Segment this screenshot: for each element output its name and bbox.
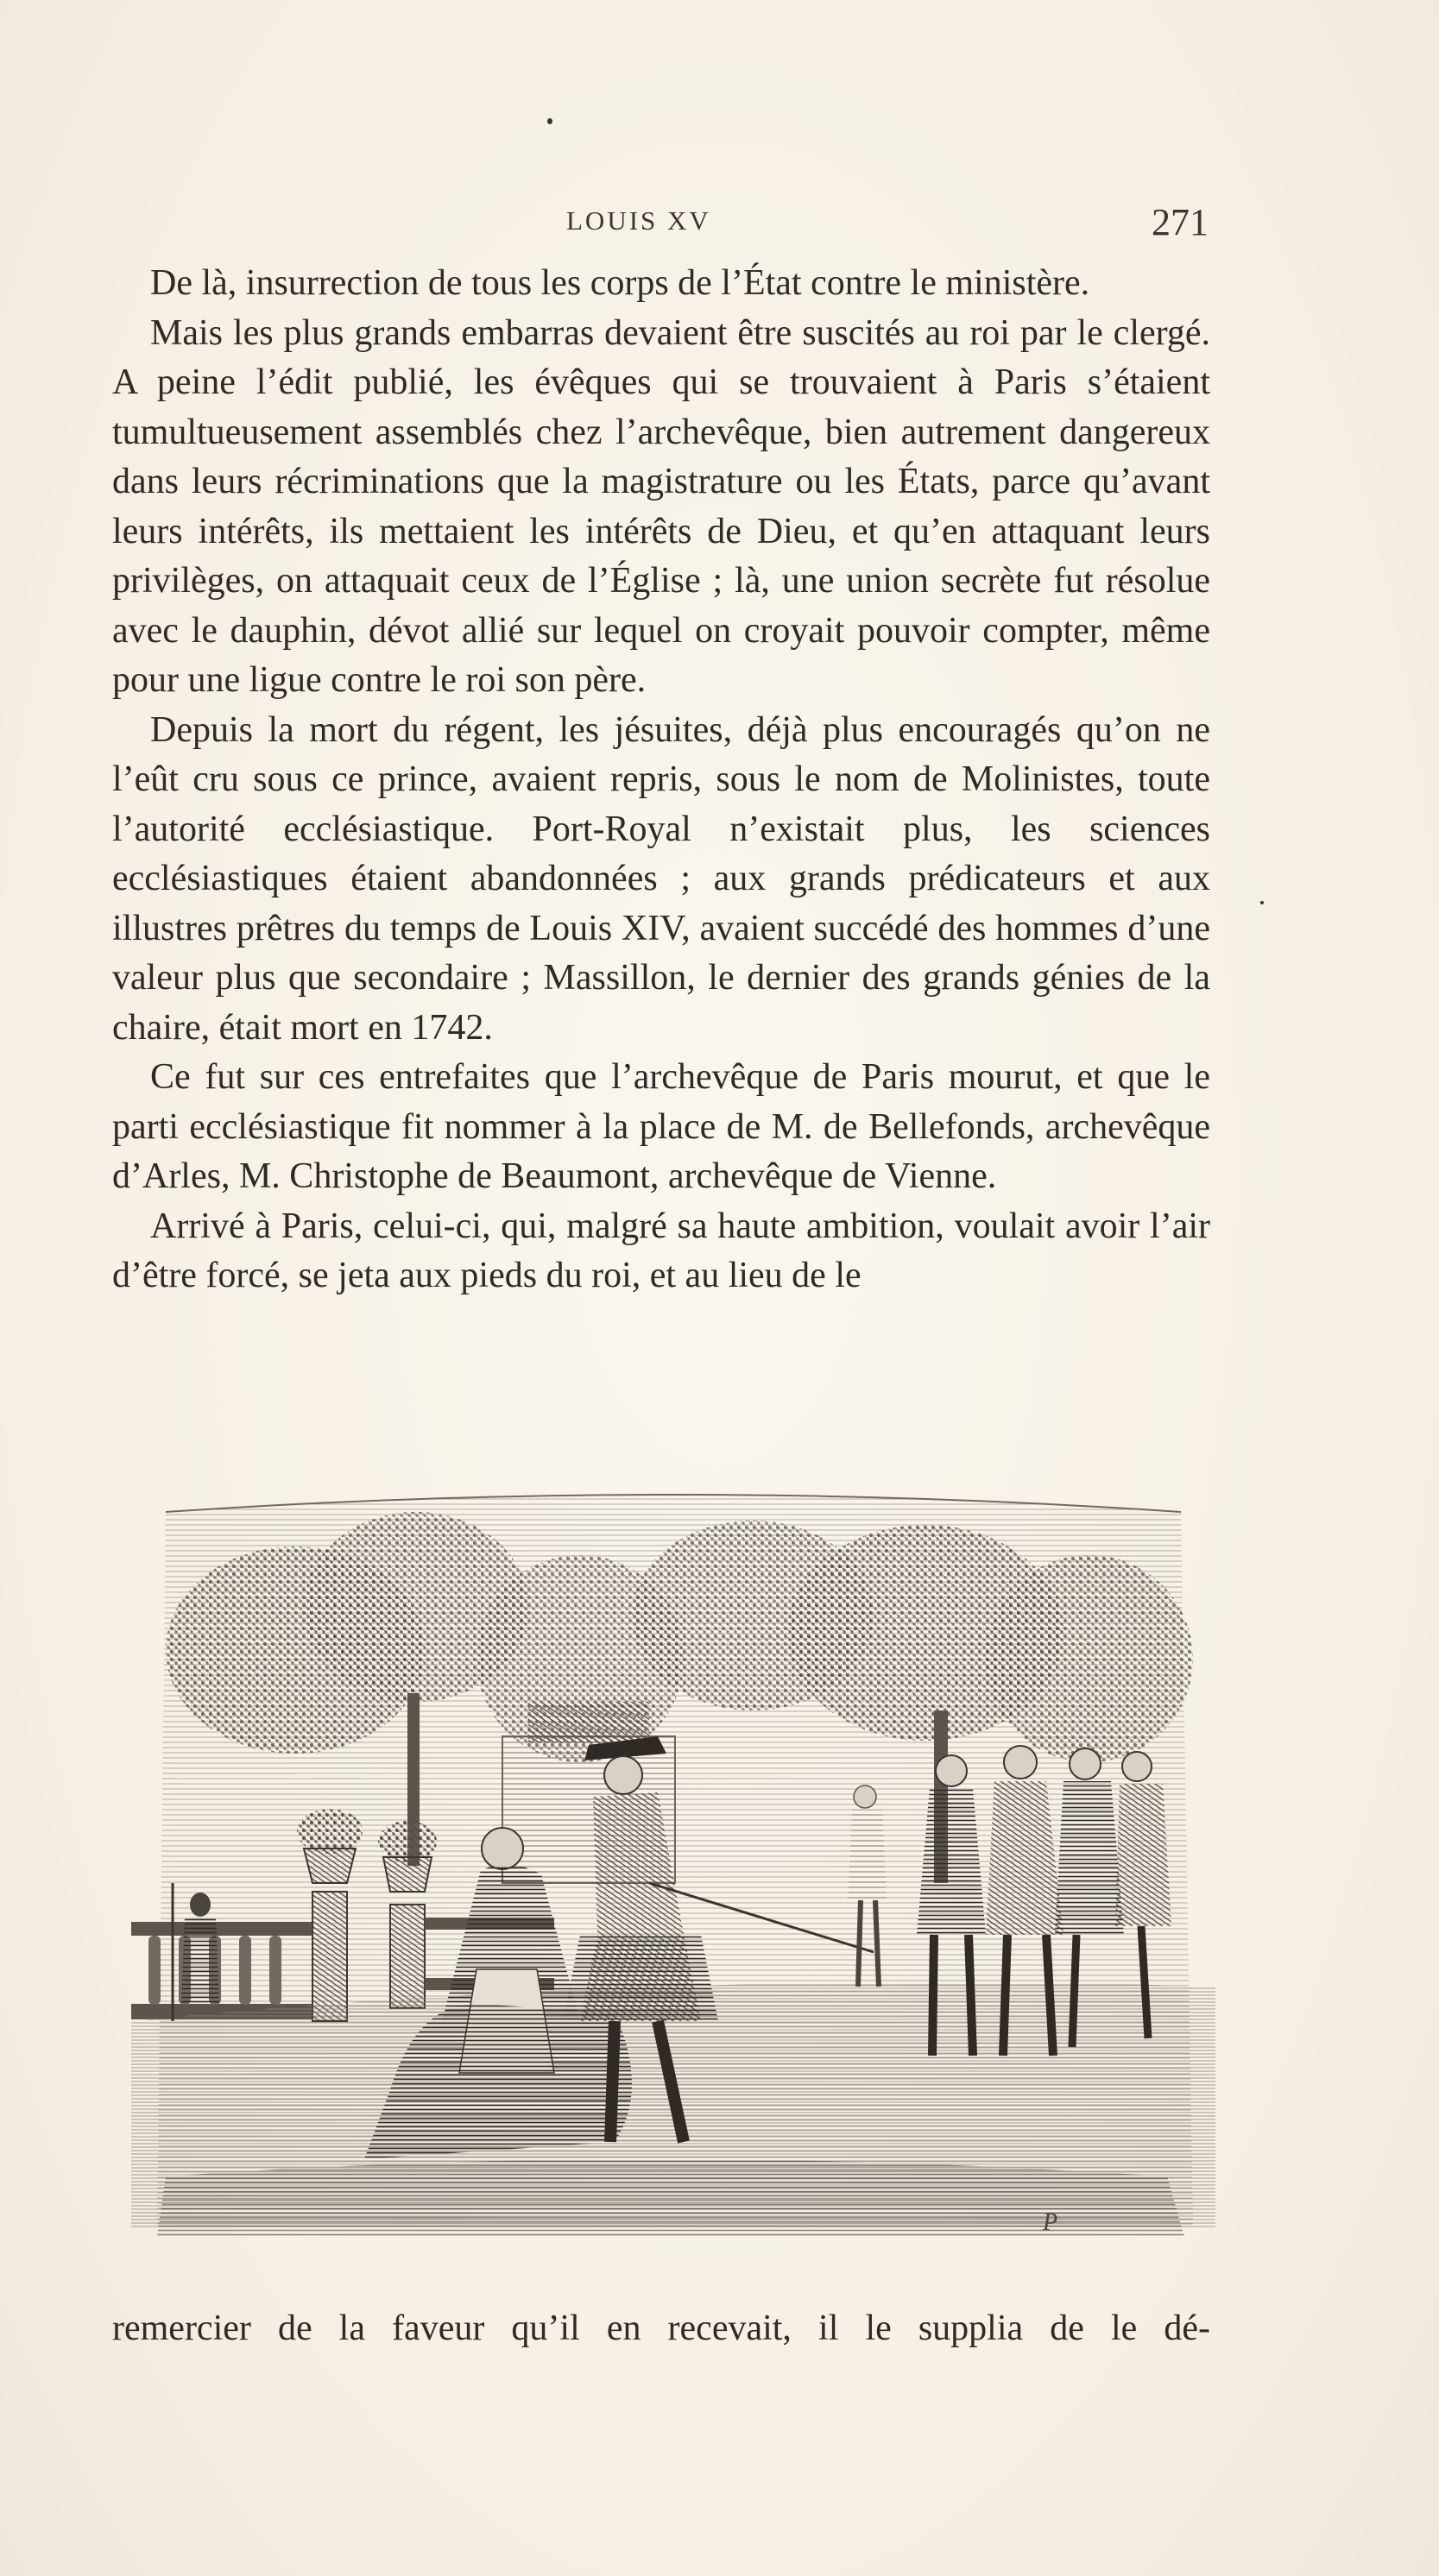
foreground-shadow — [157, 2159, 1184, 2237]
page-number: 271 — [1152, 201, 1209, 243]
paragraph: Ce fut sur ces entrefaites que l’archevêque de Paris mourut, et que le parti ecclésiastique fit nommer à la place de M. de Bellefonds, archevêque d’Arles, M. Christophe de Beaumont, archevêque de Vienne. — [112, 1057, 1210, 1196]
paragraph-continuation: remercier de la faveur qu’il en recevait, il le supplia de le dé- — [112, 2308, 1210, 2348]
paragraph: Mais les plus grands embarras devaient être suscités au roi par le clergé. A peine l’édit publié, les évêques qui se trouvaient à Paris s’étaient tumultueusement assemblés chez l’archevêque, bien autrement dangereux dans leurs récriminations que la magistrature ou les États, parce qu’avant leurs intérêts, ils mettaient les intérêts de Dieu, et qu’en attaquant leurs privilèges, on attaquait ceux de l’Église ; là, une union secrète fut résolue avec le dauphin, dévot allié sur lequel on croyait pouvoir compter, même pour une ligue contre le roi son père. — [112, 312, 1210, 700]
paragraph: De là, insurrection de tous les corps de l’État contre le ministère. — [150, 263, 1090, 303]
ink-speck — [547, 118, 552, 124]
body-text — [112, 259, 1210, 1301]
running-head — [116, 200, 1209, 243]
engraving-illustration — [131, 1486, 1215, 2245]
engraver-signature: P — [1043, 2209, 1058, 2236]
engraving-svg — [131, 1486, 1215, 2245]
paragraph: Depuis la mort du régent, les jésuites, déjà plus encouragés qu’on ne l’eût cru sous ce prince, avaient repris, sous le nom de Molinistes, toute l’autorité ecclésiastique. Port-Royal n’existait plus, les sciences ecclésiastiques étaient abandonnées ; aux grands prédicateurs et aux illustres prêtres du temps de Louis XIV, avaient succédé des hommes d’une valeur plus que secondaire ; Massillon, le dernier des grands génies de la chaire, était mort en 1742. — [112, 709, 1210, 1048]
ink-speck — [1260, 901, 1264, 904]
running-title: LOUIS XV — [566, 205, 711, 236]
paragraph: Arrivé à Paris, celui-ci, qui, malgré sa haute ambition, voulait avoir l’air d’être forcé, se jeta aux pieds du roi, et au lieu de le — [112, 1206, 1210, 1295]
